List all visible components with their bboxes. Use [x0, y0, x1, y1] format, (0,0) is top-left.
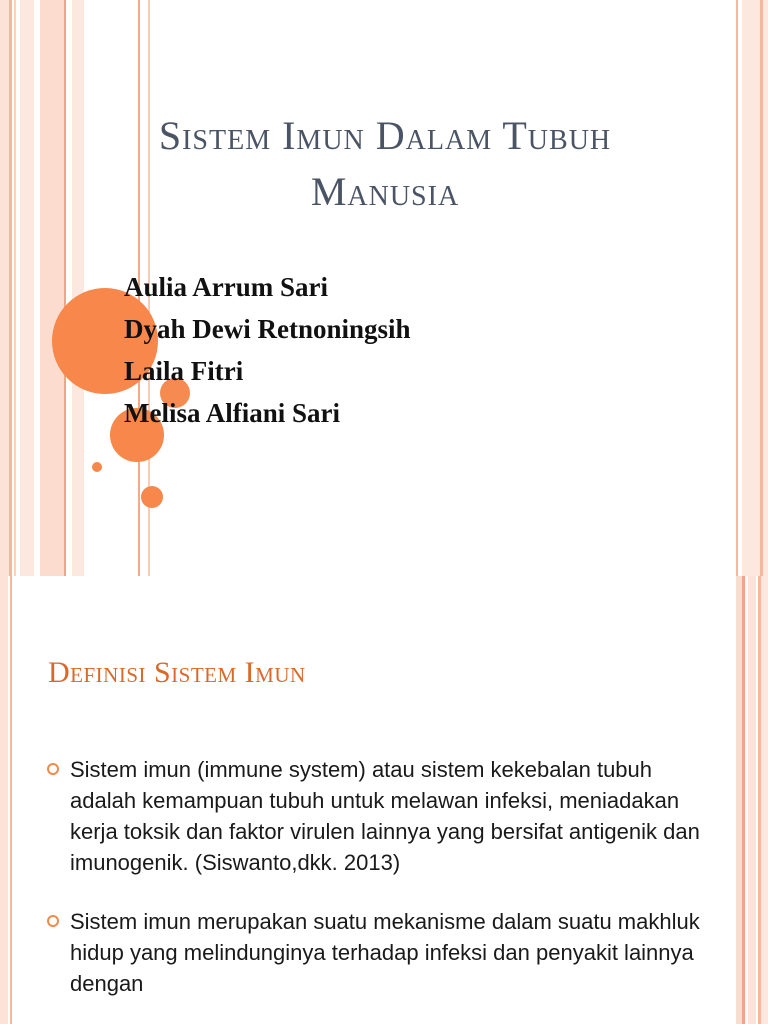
author-list: [124, 266, 411, 434]
bullet-item: [46, 906, 706, 999]
slide-title: Sistem Imun Dalam Tubuh Manusia: [158, 113, 612, 214]
decorative-circle: [92, 462, 102, 472]
bullet-item: [46, 754, 706, 878]
decorative-stripe: [40, 0, 64, 576]
decorative-stripe: [9, 0, 12, 576]
author-name: Melisa Alfiani Sari: [124, 398, 340, 428]
decorative-stripe: [72, 0, 84, 576]
decorative-stripe: [0, 0, 9, 576]
ring-bullet-icon: [47, 763, 59, 775]
decorative-stripe: [761, 576, 768, 1024]
decorative-stripe: [14, 0, 16, 576]
decorative-stripe: [64, 0, 66, 576]
bullet-text: Sistem imun (immune system) atau sistem kekebalan tubuh adalah kemampuan tubuh untuk melawan infeksi, meniadakan kerja toksik dan faktor virulen lainnya yang bersifat antigenik dan imunogenik. (Siswanto,dkk. 2013): [70, 757, 700, 875]
decorative-stripe: [760, 0, 763, 576]
author-name: Aulia Arrum Sari: [124, 272, 329, 302]
decorative-stripe: [748, 576, 756, 1024]
author-name: Laila Fitri: [124, 356, 244, 386]
bullet-list: [46, 754, 706, 1024]
decorative-stripe: [742, 0, 768, 576]
decorative-stripe: [736, 0, 738, 576]
content-slide: [0, 576, 768, 1024]
decorative-stripe: [10, 576, 12, 1024]
section-heading: Definisi Sistem Imun: [48, 656, 306, 689]
author-name: Dyah Dewi Retnoningsih: [124, 314, 411, 344]
decorative-stripe: [742, 576, 745, 1024]
decorative-stripe: [20, 0, 34, 576]
ring-bullet-icon: [47, 915, 59, 927]
decorative-circle: [141, 486, 163, 508]
decorative-stripe: [0, 576, 8, 1024]
bullet-text: Sistem imun merupakan suatu mekanisme dalam suatu makhluk hidup yang melindunginya terhadap infeksi dan penyakit lainnya dengan: [70, 909, 700, 996]
